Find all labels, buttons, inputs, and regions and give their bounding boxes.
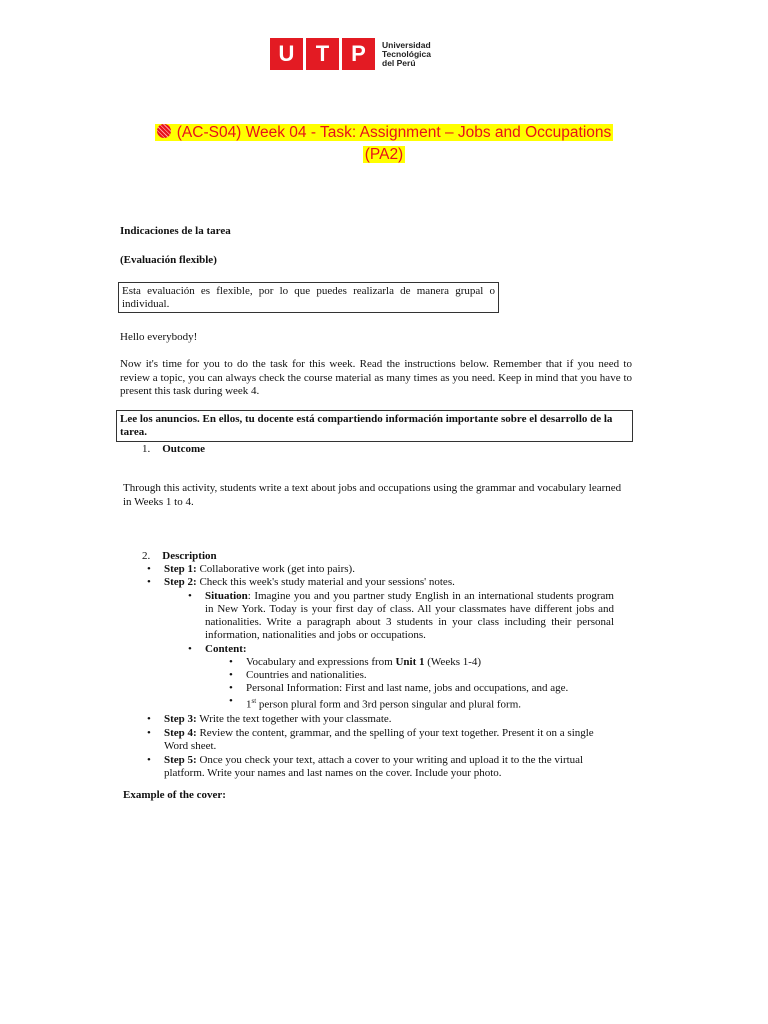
step-1-label: Step 1: [164, 563, 197, 575]
step-4-text: Review the content, grammar, and the spelling of your text together. Present it on a single Word sheet. [164, 726, 594, 752]
situation-text: : Imagine you and you partner study English in an international students program in New York. Today is your first day of class. All your classmates have different jobs and nationalities. Write a paragraph about 3 students in your class including their personal information, nationalities and jobs or occupations. [205, 590, 614, 641]
logo-text [382, 41, 431, 68]
title-line2: (PA2) [364, 146, 404, 163]
content-item-4-a: 1 [246, 698, 252, 711]
content-item-4 [246, 695, 619, 712]
indicaciones-heading: Indicaciones de la tarea [120, 225, 231, 237]
red-circle-icon [157, 124, 171, 138]
step-3-text: Write the text together with your classmate. [196, 712, 392, 725]
logo-line3: del Perú [382, 57, 416, 68]
step-3 [164, 713, 619, 726]
logo-letter-u: U [270, 38, 303, 70]
step-2-text: Check this week's study material and your sessions' notes. [196, 576, 455, 588]
step-2 [164, 576, 619, 589]
intro-paragraph: Now it's time for you to do the task for this week. Read the instructions below. Remember that if you need to review a topic, you can always check the course material as many times as you need. Keep in mind that you have to present this task during week 4. [120, 358, 632, 397]
logo-letter-t: T [306, 38, 339, 70]
content-item-1-b: Unit 1 [395, 656, 425, 668]
outcome-heading [142, 443, 205, 456]
content-item-1-a: Vocabulary and expressions from [246, 656, 396, 668]
situation-label: Situation [205, 590, 248, 602]
logo-line2: Tecnológica [382, 48, 431, 59]
step-3-label: Step 3: [164, 712, 197, 725]
steps-list [164, 563, 619, 780]
step-4-label: Step 4: [164, 726, 197, 739]
content-item-1 [246, 656, 619, 669]
description-number: 2. [142, 550, 151, 562]
step-2-label: Step 2: [164, 576, 197, 588]
step-5-text: Once you check your text, attach a cover to your writing and upload it to the the virtual platform. Write your names and last names on the cover. Include your photo. [164, 753, 584, 779]
step-1-text: Collaborative work (get into pairs). [196, 563, 355, 575]
content-item-3: • Personal Information: First and last name, jobs and occupations, and age. [246, 682, 619, 695]
step-5 [164, 754, 616, 780]
outcome-number: 1. [142, 443, 151, 455]
anuncios-box: Lee los anuncios. En ellos, tu docente está compartiendo información importante sobre el desarrollo de la tarea. [116, 410, 633, 442]
content-sublist [246, 656, 619, 712]
logo-letter-p: P [342, 38, 375, 70]
step-5-label: Step 5: [164, 753, 197, 766]
content-item-4-b: st [251, 697, 257, 705]
title-line1: (AC-S04) Week 04 - Task: Assignment – Jobs and Occupations [176, 124, 612, 141]
content-label: Content: [205, 643, 247, 655]
situation-item [205, 590, 614, 642]
logo-line1: Universidad [382, 39, 431, 50]
content-item-2: • Countries and nationalities. [246, 669, 619, 682]
greeting: Hello everybody! [120, 331, 198, 343]
utp-logo [270, 38, 431, 70]
flexible-evaluation-box: Esta evaluación es flexible, por lo que puedes realizarla de manera grupal o individual. [118, 282, 499, 313]
title-line1-highlight [155, 124, 614, 141]
content-item-4-c: person plural form and 3rd person singular and plural form. [256, 698, 522, 711]
outcome-label: Outcome [162, 443, 206, 455]
outcome-text: Through this activity, students write a text about jobs and occupations using the grammar and vocabulary learned in Weeks 1 to 4. [123, 482, 622, 508]
step-4 [164, 727, 616, 753]
content-item [205, 643, 619, 656]
example-cover-heading: Example of the cover: [123, 789, 226, 801]
step-1 [164, 563, 619, 576]
evaluacion-heading: (Evaluación flexible) [120, 254, 217, 266]
page-title [0, 122, 768, 166]
content-item-1-c: (Weeks 1-4) [424, 656, 482, 668]
description-label: Description [162, 550, 217, 562]
description-heading [142, 550, 217, 563]
